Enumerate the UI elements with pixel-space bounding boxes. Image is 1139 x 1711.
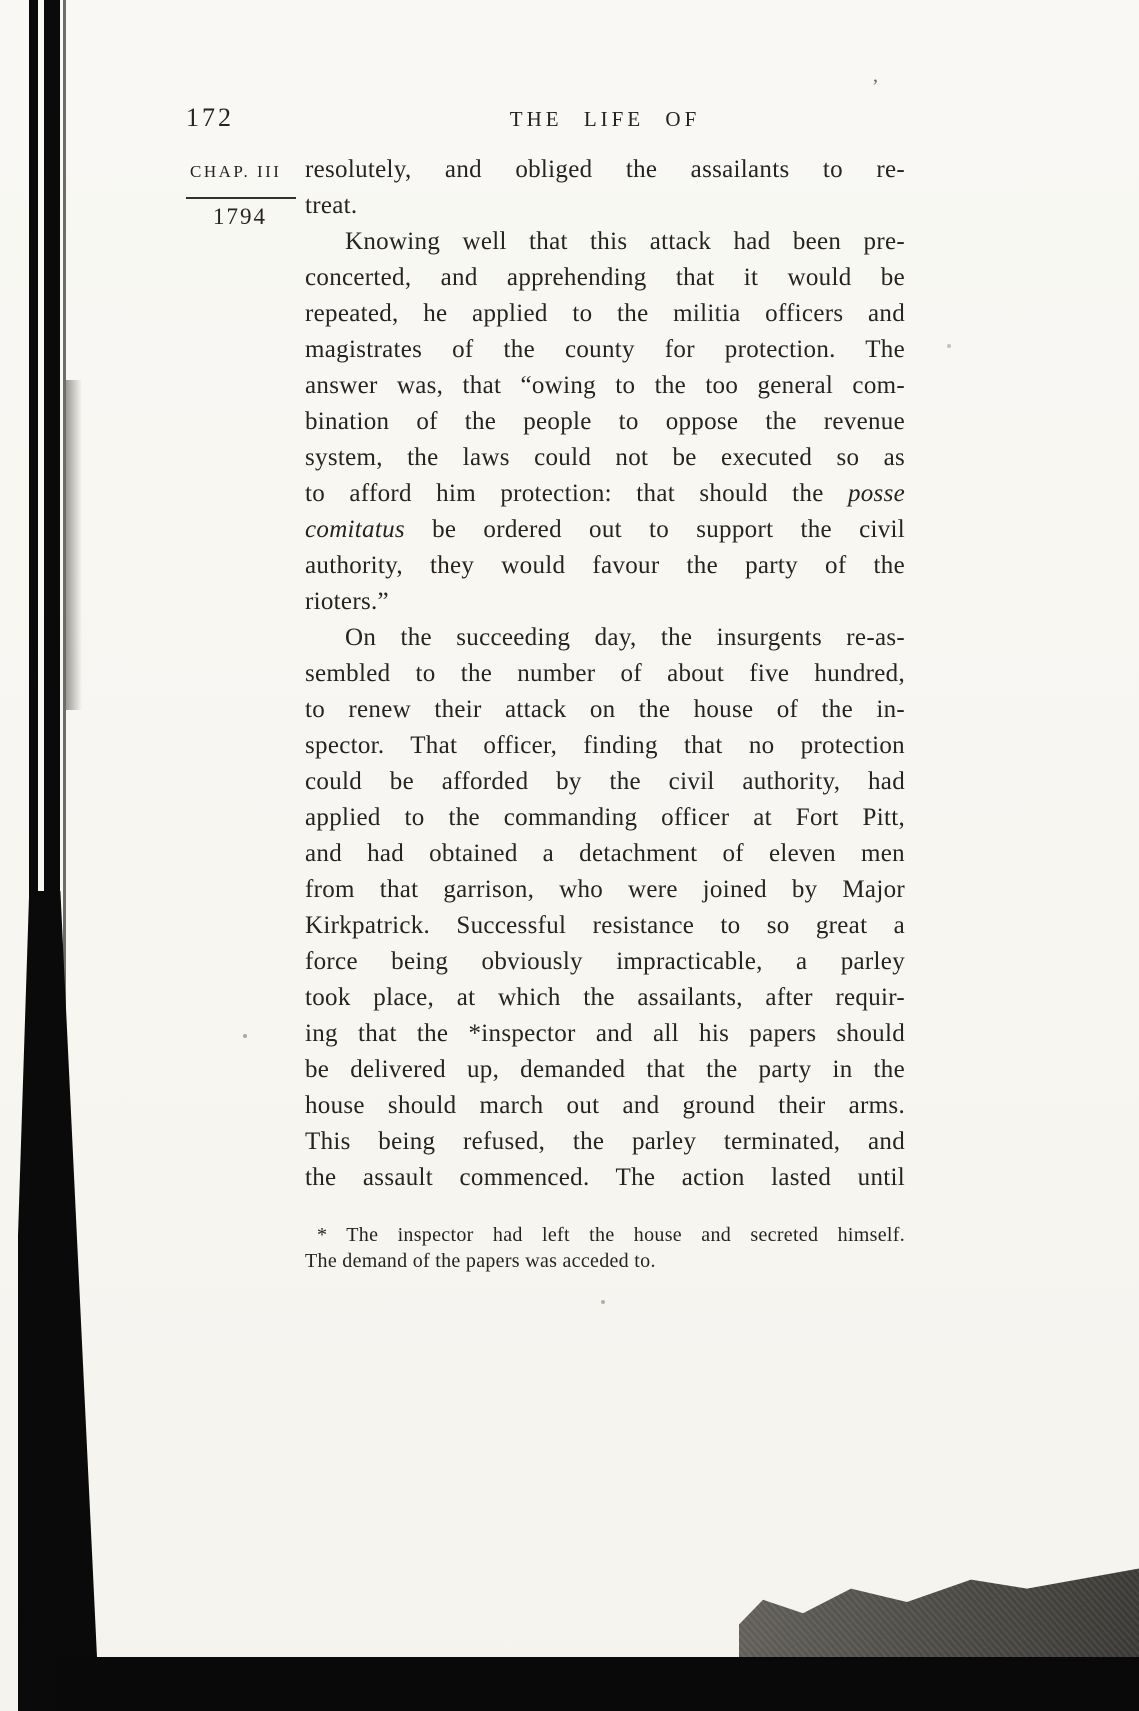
footnote <box>305 1222 905 1274</box>
margin-rule <box>186 197 296 199</box>
text-line: the assault commenced. The action lasted until <box>305 1164 905 1191</box>
gutter-shadow <box>66 380 82 710</box>
paragraph <box>305 224 905 620</box>
body-text <box>305 152 905 1196</box>
text-line: bination of the people to oppose the revenue <box>305 408 905 435</box>
text-line: repeated, he applied to the militia officers and <box>305 300 905 327</box>
text-line: to renew their attack on the house of the in- <box>305 696 905 723</box>
binding-wedge <box>18 891 98 1711</box>
chapter-margin-note: CHAP. III <box>190 162 282 181</box>
year-margin-note: 1794 <box>213 204 267 229</box>
text-line: and had obtained a detachment of eleven men <box>305 840 905 867</box>
text-line: spector. That officer, finding that no protection <box>305 732 905 759</box>
text-line: This being refused, the parley terminated, and <box>305 1128 905 1155</box>
text-line: ing that the *inspector and all his papers should <box>305 1020 905 1047</box>
text-line: house should march out and ground their arms. <box>305 1092 905 1119</box>
text-line: system, the laws could not be executed so as <box>305 444 905 471</box>
text-line: took place, at which the assailants, after requir- <box>305 984 905 1011</box>
text-line: treat. <box>305 192 358 219</box>
text-line: force being obviously impracticable, a parley <box>305 948 905 975</box>
footnote-line: * The inspector had left the house and secreted himself. <box>317 1224 905 1246</box>
text-line: resolutely, and obliged the assailants to re- <box>305 156 905 183</box>
text-line: comitatus be ordered out to support the civil <box>305 516 905 543</box>
text-line: authority, they would favour the party of the <box>305 552 905 579</box>
footnote-line: The demand of the papers was acceded to. <box>305 1250 656 1272</box>
paragraph <box>305 620 905 1196</box>
scan-speck <box>601 1300 605 1304</box>
text-line: answer was, that “owing to the too general com- <box>305 372 905 399</box>
running-header: THE LIFE OF <box>509 107 701 131</box>
text-line: could be afforded by the civil authority, had <box>305 768 905 795</box>
scan-artifact-bottom-band <box>56 1657 1139 1711</box>
scan-speck <box>243 1034 247 1038</box>
text-line: magistrates of the county for protection. The <box>305 336 905 363</box>
scan-speck <box>947 344 951 348</box>
text-line: applied to the commanding officer at Fort Pitt, <box>305 804 905 831</box>
paragraph <box>305 152 905 224</box>
text-line: Knowing well that this attack had been pre- <box>345 228 905 255</box>
text-line: to afford him protection: that should the posse <box>305 480 905 507</box>
text-line: concerted, and apprehending that it would be <box>305 264 905 291</box>
text-line: On the succeeding day, the insurgents re-as- <box>345 624 905 651</box>
text-line: Kirkpatrick. Successful resistance to so great a <box>305 912 905 939</box>
scan-artifact-smudge <box>739 1555 1139 1667</box>
text-line: be delivered up, demanded that the party in the <box>305 1056 905 1083</box>
scan-tick-mark: ʼ <box>872 76 879 98</box>
page-number: 172 <box>186 103 234 132</box>
text-line: from that garrison, who were joined by Major <box>305 876 905 903</box>
text-line: rioters.” <box>305 588 389 615</box>
text-line: sembled to the number of about five hundred, <box>305 660 905 687</box>
